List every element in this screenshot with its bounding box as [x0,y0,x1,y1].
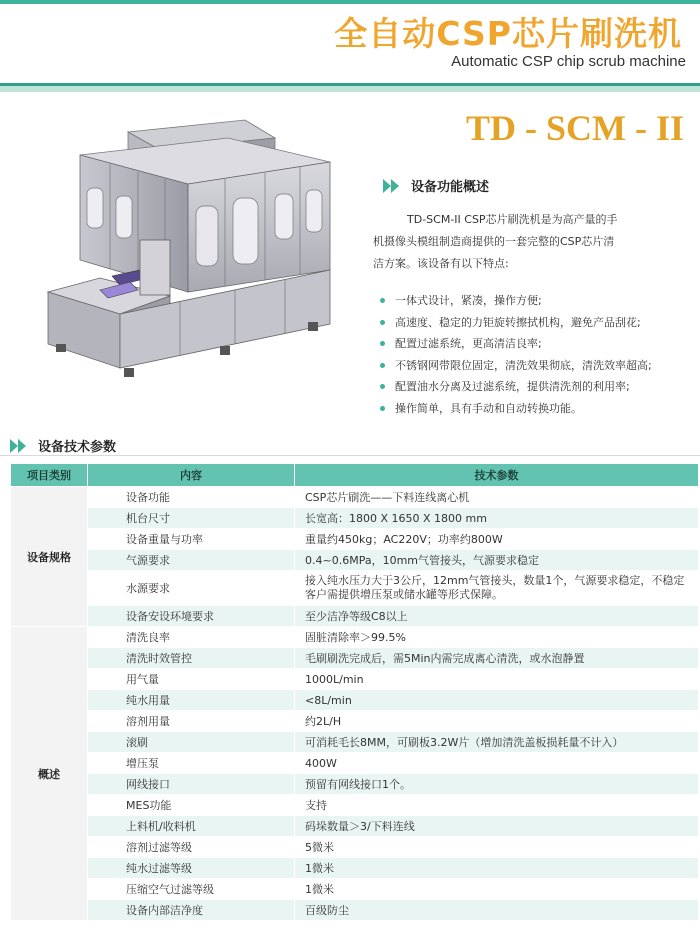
feature-text: 一体式设计，紧凑，操作方便; [395,294,542,307]
item-cell: 清洗时效管控 [88,648,295,669]
category-cell: 概述 [11,627,88,921]
bullet-icon [380,298,385,303]
value-cell: 码垛数量＞3/下料连线 [295,816,699,837]
item-cell: 清洗良率 [88,627,295,648]
params-heading-text: 设备技术参数 [38,440,117,455]
chevron-double-right-icon [383,179,403,193]
value-cell: 5微米 [295,837,699,858]
value-cell: 接入纯水压力大于3公斤，12mm气管接头，数量1个，气源要求稳定，不稳定客户需提供增压泵或储水罐等形式保障。 [295,571,699,606]
bullet-icon [380,406,385,411]
table-row [11,900,699,921]
feature-item [380,398,698,420]
item-cell: 水源要求 [88,571,295,606]
item-cell: 气源要求 [88,550,295,571]
table-row [11,508,699,529]
feature-item [380,290,698,312]
top-accent-line [0,0,700,4]
spec-table [10,463,699,921]
value-cell: 可消耗毛长8MM，可刷板3.2W片（增加清洗盖板损耗量不计入） [295,732,699,753]
value-cell: 约2L/H [295,711,699,732]
column-header: 项目类别 [11,464,88,487]
feature-text: 配置过滤系统，更高清洁良率; [395,337,542,350]
column-header: 技术参数 [295,464,699,487]
item-cell: 用气量 [88,669,295,690]
params-heading [10,436,116,455]
value-cell: 毛刷刷洗完成后，需5Min内需完成离心清洗，或水泡静置 [295,648,699,669]
table-row [11,795,699,816]
table-row [11,648,699,669]
value-cell: 0.4~0.6MPa，10mm气管接头，气源要求稳定 [295,550,699,571]
intro-line: 洁方案。该设备有以下特点: [373,257,509,270]
value-cell: 预留有网线接口1个。 [295,774,699,795]
chevron-double-right-icon [10,439,30,453]
item-cell: 网线接口 [88,774,295,795]
value-cell: 1000L/min [295,669,699,690]
bullet-icon [380,341,385,346]
item-cell: 机台尺寸 [88,508,295,529]
item-cell: 增压泵 [88,753,295,774]
overview-heading [383,176,489,195]
bullet-icon [380,363,385,368]
feature-text: 不锈钢网带限位固定，清洗效果彻底，清洗效率超高; [395,358,652,372]
value-cell: <8L/min [295,690,699,711]
page-title: 全自动CSP芯片刷洗机 [334,14,682,53]
table-row [11,837,699,858]
table-row [11,711,699,732]
value-cell: 400W [295,753,699,774]
page-subtitle: Automatic CSP chip scrub machine [451,53,686,70]
item-cell: 纯水过滤等级 [88,858,295,879]
item-cell: MES功能 [88,795,295,816]
model-number: TD - SCM - II [465,108,684,148]
bullet-icon [380,384,385,389]
feature-text: 操作简单，具有手动和自动转换功能。 [395,401,582,415]
feature-text: 配置油水分离及过滤系统，提供清洗剂的利用率; [395,380,630,393]
item-cell: 纯水用量 [88,690,295,711]
value-cell: CSP芯片刷洗——下料连线离心机 [295,487,699,508]
value-cell: 长宽高：1800 X 1650 X 1800 mm [295,508,699,529]
value-cell: 至少洁净等级C8以上 [295,606,699,627]
item-cell: 溶剂过滤等级 [88,837,295,858]
item-cell: 设备内部洁净度 [88,900,295,921]
table-row [11,879,699,900]
column-header: 内容 [88,464,295,487]
value-cell: 重量约450kg；AC220V；功率约800W [295,529,699,550]
intro-line: 机摄像头模组制造商提供的一套完整的CSP芯片清 [373,235,615,248]
item-cell: 压缩空气过滤等级 [88,879,295,900]
table-header-row [11,464,699,487]
feature-item [380,333,698,355]
value-cell: 百级防尘 [295,900,699,921]
table-row [11,571,699,606]
value-cell: 1微米 [295,858,699,879]
bullet-icon [380,320,385,325]
table-row [11,669,699,690]
table-row [11,774,699,795]
item-cell: 上料机/收料机 [88,816,295,837]
table-row [11,753,699,774]
params-divider [0,455,700,456]
value-cell: 固脏清除率＞99.5% [295,627,699,648]
item-cell: 滚刷 [88,732,295,753]
value-cell: 1微米 [295,879,699,900]
item-cell: 溶剂用量 [88,711,295,732]
table-row [11,487,699,508]
item-cell: 设备重量与功率 [88,529,295,550]
category-cell: 设备规格 [11,487,88,627]
value-cell: 支持 [295,795,699,816]
table-row [11,816,699,837]
header-band-line [0,83,700,86]
overview-intro [373,209,691,275]
table-row [11,606,699,627]
feature-list [380,290,698,419]
table-row [11,627,699,648]
table-row [11,732,699,753]
item-cell: 设备功能 [88,487,295,508]
feature-text: 高速度、稳定的力钜旋转擦拭机构，避免产品刮花; [395,315,641,329]
overview-heading-text: 设备功能概述 [411,180,490,195]
table-row [11,550,699,571]
table-row [11,529,699,550]
feature-item [380,376,698,398]
item-cell: 设备安设环境要求 [88,606,295,627]
intro-line: TD-SCM-II CSP芯片刷洗机是为高产量的手 [407,213,618,226]
table-row [11,690,699,711]
feature-item [380,355,698,377]
machine-illustration [20,110,342,392]
feature-item [380,312,698,334]
table-row [11,858,699,879]
